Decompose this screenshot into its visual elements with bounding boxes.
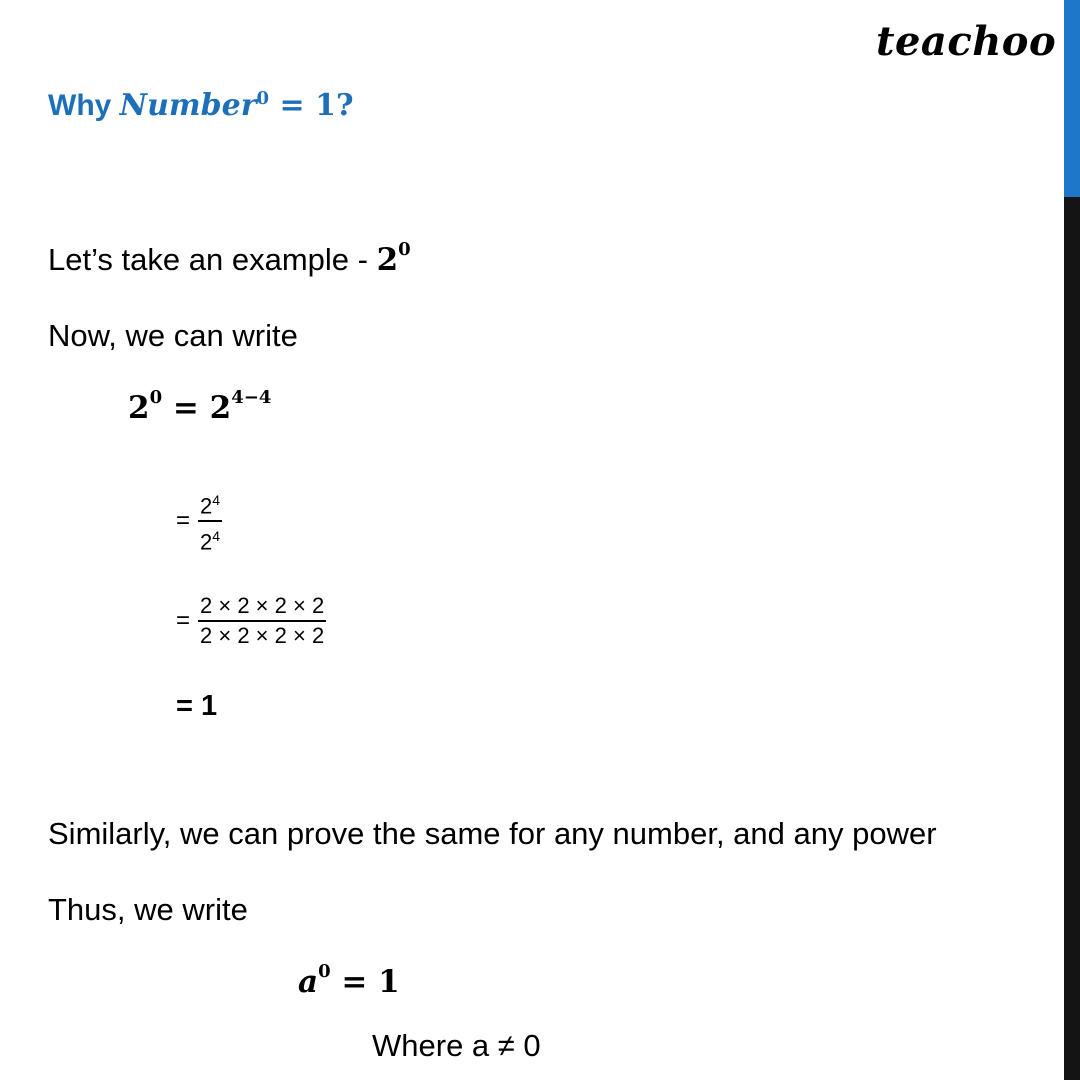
title-rest: = 1? <box>269 88 354 123</box>
page-title <box>48 88 354 123</box>
example-exponent: 0 <box>398 238 411 260</box>
sidebar-accent-bottom <box>1064 197 1080 1080</box>
fraction-2-equals: = <box>176 607 191 634</box>
eq1-base2: 2 <box>209 390 232 426</box>
eq1-base: 2 <box>128 390 150 426</box>
eq1-equals: = <box>162 390 210 426</box>
similarly-line: Similarly, we can prove the same for any number, and any power <box>48 816 937 851</box>
fraction-1-denominator: $2^4$ <box>200 528 221 555</box>
where-line: Where a ≠ 0 <box>372 1028 541 1063</box>
eq1-exponent: 0 <box>149 386 163 408</box>
now-line: Now, we can write <box>48 318 298 353</box>
fraction-powers <box>176 486 222 557</box>
example-text: Let’s take an example - <box>48 242 377 277</box>
fraction-1-numerator: $2^4$ <box>200 492 221 519</box>
result-line: = 1 <box>176 690 218 722</box>
eq1-exponent2: 4−4 <box>231 386 272 408</box>
fraction-2-denominator: 2 × 2 × 2 × 2 <box>200 623 325 648</box>
final-equation <box>298 960 400 1000</box>
brand-logo: teachoo <box>876 18 1057 65</box>
fraction-2-numerator: 2 × 2 × 2 × 2 <box>200 593 325 618</box>
title-base: Number <box>119 88 257 123</box>
title-exponent: 0 <box>256 88 270 109</box>
final-base: a <box>298 964 319 1000</box>
fraction-expanded <box>176 592 326 650</box>
fraction-1-equals: = <box>176 507 191 535</box>
title-prefix: Why <box>48 89 120 122</box>
final-rest: = 1 <box>330 964 400 1000</box>
sidebar-accent-top <box>1064 0 1080 197</box>
example-base: 2 <box>376 242 399 278</box>
example-line <box>48 238 411 278</box>
equation-1 <box>128 386 272 426</box>
final-exponent: 0 <box>318 960 331 982</box>
thus-line: Thus, we write <box>48 892 248 927</box>
